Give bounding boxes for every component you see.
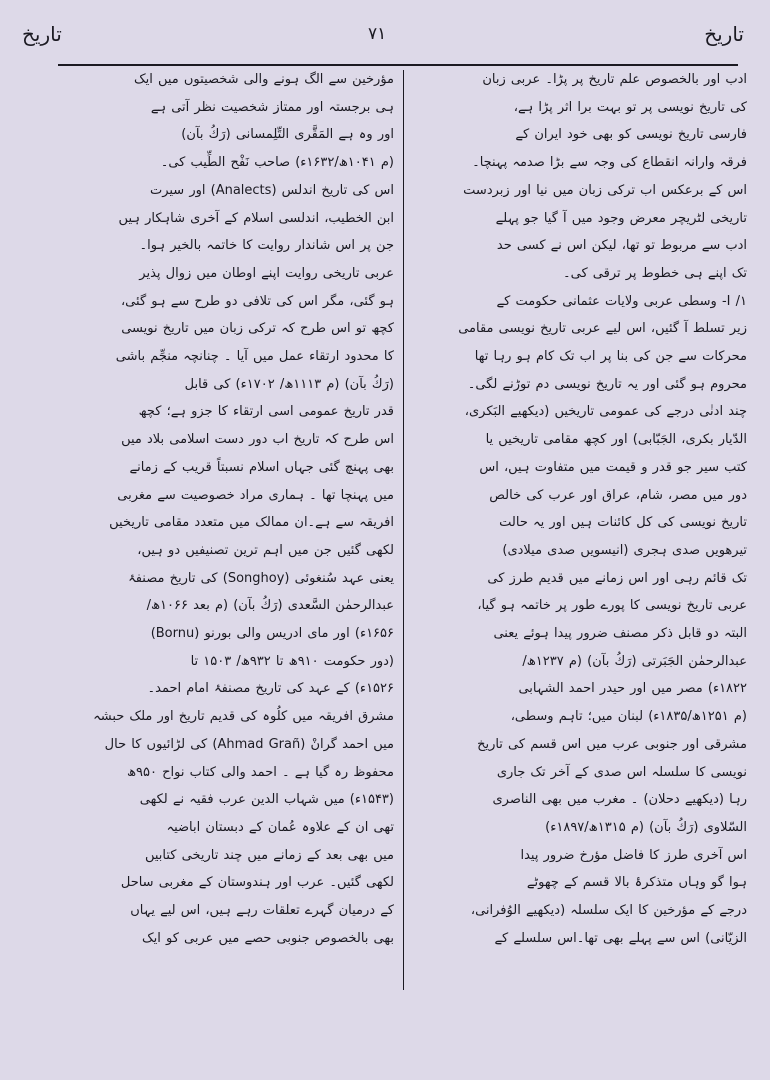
text-line: اور وہ ہے المَقَّری التِّلِمسانی (رَكُ بآن) — [181, 127, 394, 143]
text-line: زیر تسلط آ گئیں، اس لیے عربی تاریخ نویسی مقامی — [458, 321, 747, 337]
text-line: ہو گئی، مگر اس کی تلافی دو طرح سے ہو گئی، — [120, 293, 394, 309]
text-line: کے درمیان گہرے تعلقات رہے ہیں، اس لیے یہاں — [130, 903, 394, 919]
text-line: میں احمد گرانْ (Ahmad Grañ) کی لڑائیوں کا حال — [104, 736, 394, 752]
text-line: ۱۵۲۶ء) کے عہد کی تاریخ مصنفۂ امام احمد۔ — [147, 681, 394, 697]
text-line: درجے کے مؤرخین کا ایک سلسلہ (دیکھیے الوُفرانی، — [470, 903, 747, 919]
text-line: (۱۵۴۳ء) میں شہاب الدین عرب فقیہ نے لکھی — [139, 792, 394, 808]
text-line: عبدالرحمٰن الجَبَرتی (رَكُ بآن) (م ۱۲۳۷ھ/ — [522, 653, 747, 669]
text-line: کی تاریخ نویسی پر تو بہت برا اثر پڑا ہے، — [513, 99, 747, 115]
text-line: (م ۱۰۴۱ھ/۱۶۳۲ء) صاحب نَفْح الطِّیب کی۔ — [160, 155, 394, 171]
text-line: بھی بالخصوص جنوبی حصے میں عربی کو ایک — [141, 930, 394, 946]
text-line: فارسی تاریخ نویسی کو بھی خود ایران کے — [515, 127, 747, 143]
page-number: ۷۱ — [368, 24, 387, 44]
text-line: لکھی گئیں۔ عرب اور ہندوستان کے مغربی ساحل — [120, 875, 394, 891]
text-line: ۱۶۵۶ء) اور مای ادریس والی بورنو (Bornu) — [150, 626, 394, 642]
text-line: کا محدود ارتقاء عمل میں آیا ۔ چنانچہ منجِّم باشی — [115, 349, 394, 365]
text-line: تک اپنے ہی خطوط پر ترقی کی۔ — [563, 265, 747, 281]
text-line: ابن الخطیب، اندلسی اسلام کے آخری شاہکار ہیں — [118, 210, 394, 226]
text-line: تاریخی لٹریچر معرض وجود میں آ گیا جو پہلے — [495, 210, 747, 226]
text-line: اس کی تاریخ اندلس (Analects) اور سیرت — [149, 182, 394, 198]
text-line: افریقہ سے ہے۔ان ممالک میں متعدد مقامی تاریخیں — [109, 515, 394, 531]
text-line: بھی پہنچ گئی جہاں اسلام نسبتاً قریب کے زمانے — [129, 459, 394, 475]
text-line: محفوظ رہ گیا ہے ۔ احمد والی کتاب نواح ۹۵۰ھ — [126, 764, 394, 780]
text-line: فرقہ وارانہ انقطاع کی وجہ سے بڑا صدمہ پہنچا۔ — [472, 155, 747, 171]
text-line: دور میں مصر، شام، عراق اور عرب کی خالص — [489, 487, 747, 503]
text-line: محرکات سے جن کی بنا پر اب تک کام ہو رہا تھا — [474, 349, 747, 365]
text-line: ادب سے مربوط تو تھا، لیکن اس نے کسی حد — [496, 238, 747, 254]
text-line: رہا (دیکھیے دحلان) ۔ مغرب میں بھی الناصری — [492, 792, 747, 808]
column-divider — [403, 70, 404, 990]
text-line: اس طرح کہ تاریخ اب دور دست اسلامی بلاد میں — [121, 432, 394, 448]
text-line: مؤرخین سے الگ ہونے والی شخصیتوں میں ایک — [133, 72, 394, 87]
text-line: ادب اور بالخصوص علم تاریخ پر پڑا۔ عربی زبان — [482, 72, 747, 87]
text-line: الزیّانی) اس سے پہلے بھی تھا۔اس سلسلے کے — [494, 930, 747, 946]
text-line: قدر تاریخ عمومی اسی ارتقاء کا جزو ہے؛ کچھ — [138, 404, 394, 420]
text-line: لکھی گئیں جن میں اہم ترین تصنیفیں دو ہیں، — [137, 542, 394, 558]
text-line: کچھ تو اس طرح کہ ترکی زبان میں تاریخ نویسی — [121, 321, 394, 337]
text-line: عربی تاریخی روایت اپنے اوطان میں زوال پذیر — [139, 265, 394, 281]
text-line: میں پہنچا تھا ۔ ہماری مراد خصوصیت سے مغربی — [117, 487, 394, 503]
text-line: السّلاوی (رَكُ بآن) (م ۱۳۱۵ھ/۱۸۹۷ء) — [545, 819, 747, 835]
text-line: الدّیار بکری، الجَبّابی) اور کچھ مقامی تاریخیں یا — [485, 432, 747, 448]
text-line: عبدالرحمٰن السَّعدی (رَكُ بآن) (م بعد ۱۰۶۶ھ/ — [146, 598, 394, 614]
right-column — [412, 66, 747, 953]
text-line: تیرھویں صدی ہجری (انیسویں صدی میلادی) — [502, 542, 747, 558]
text-line: مشرق افریقہ میں کلُوہ کی قدیم تاریخ اور ملک حبشہ — [93, 709, 394, 725]
text-line: ہی برجستہ اور ممتاز شخصیت نظر آتی ہے — [150, 99, 394, 115]
text-line: ۱۸۲۲ء) مصر میں اور حیدر احمد الشہابی — [518, 681, 747, 697]
text-line: نویسی کا سلسلہ اس صدی کے آخر تک جاری — [496, 764, 747, 780]
text-line: چند ادنٰی درجے کی عمومی تاریخیں (دیکھیے البَکری، — [464, 404, 747, 420]
text-line: (دور حکومت ۹۱۰ھ تا ۹۳۲ھ/ ۱۵۰۳ تا — [190, 653, 394, 669]
running-title-left: تاریخ — [22, 22, 62, 46]
running-title-right: تاریخ — [704, 22, 744, 46]
left-column — [56, 66, 394, 953]
text-line: کتب سیر جو قدر و قیمت میں متفاوت ہیں، اس — [479, 459, 747, 475]
text-line: (رَكُ بآن) (م ۱۱۱۳ھ/ ۱۷۰۲ء) کی قابل — [184, 376, 394, 392]
text-line: اس کے برعکس اب ترکی زبان میں نیا اور زبردست — [463, 182, 747, 198]
text-line: مشرقی اور جنوبی عرب میں اس قسم کی تاریخ — [477, 736, 747, 752]
text-line: محروم ہو گئی اور یہ تاریخ نویسی دم توڑنے لگی۔ — [467, 376, 747, 392]
text-line: یعنی عہد سُنغوئی (Songhoy) کی تاریخ مصنفۂ — [128, 570, 394, 586]
page-header — [0, 22, 770, 62]
text-line: تاریخ نویسی کی کل کائنات ہیں اور یہ حالت — [499, 515, 747, 531]
text-line: تک قائم رہی اور اس زمانے میں قدیم طرز کی — [487, 570, 747, 586]
text-line: اس آخری طرز کا فاضل مؤرخ ضرور پیدا — [520, 847, 747, 863]
text-line: I /۱- وسطی عربی ولایات عثمانی حکومت کے — [496, 293, 747, 309]
text-line: عربی تاریخ نویسی کا پورے طور پر خاتمہ ہو گیا، — [477, 598, 747, 614]
text-line: تھی ان کے علاوہ عُمان کے دبستان اباضیہ — [166, 819, 394, 835]
text-line: (م ۱۲۵۱ھ/۱۸۳۵ء) لبنان میں؛ تاہم وسطی، — [510, 709, 747, 725]
text-line: ہوا گو وہاں متذکرۂ بالا قسم کے چھوٹے — [526, 875, 747, 891]
text-line: جن پر اس شاندار روایت کا خاتمہ بالخیر ہوا۔ — [139, 238, 394, 254]
text-line: میں بھی بعد کے زمانے میں چند تاریخی کتابیں — [144, 847, 394, 863]
text-line: البتہ دو قابل ذکر مصنف ضرور پیدا ہوئے یعنی — [493, 626, 747, 642]
